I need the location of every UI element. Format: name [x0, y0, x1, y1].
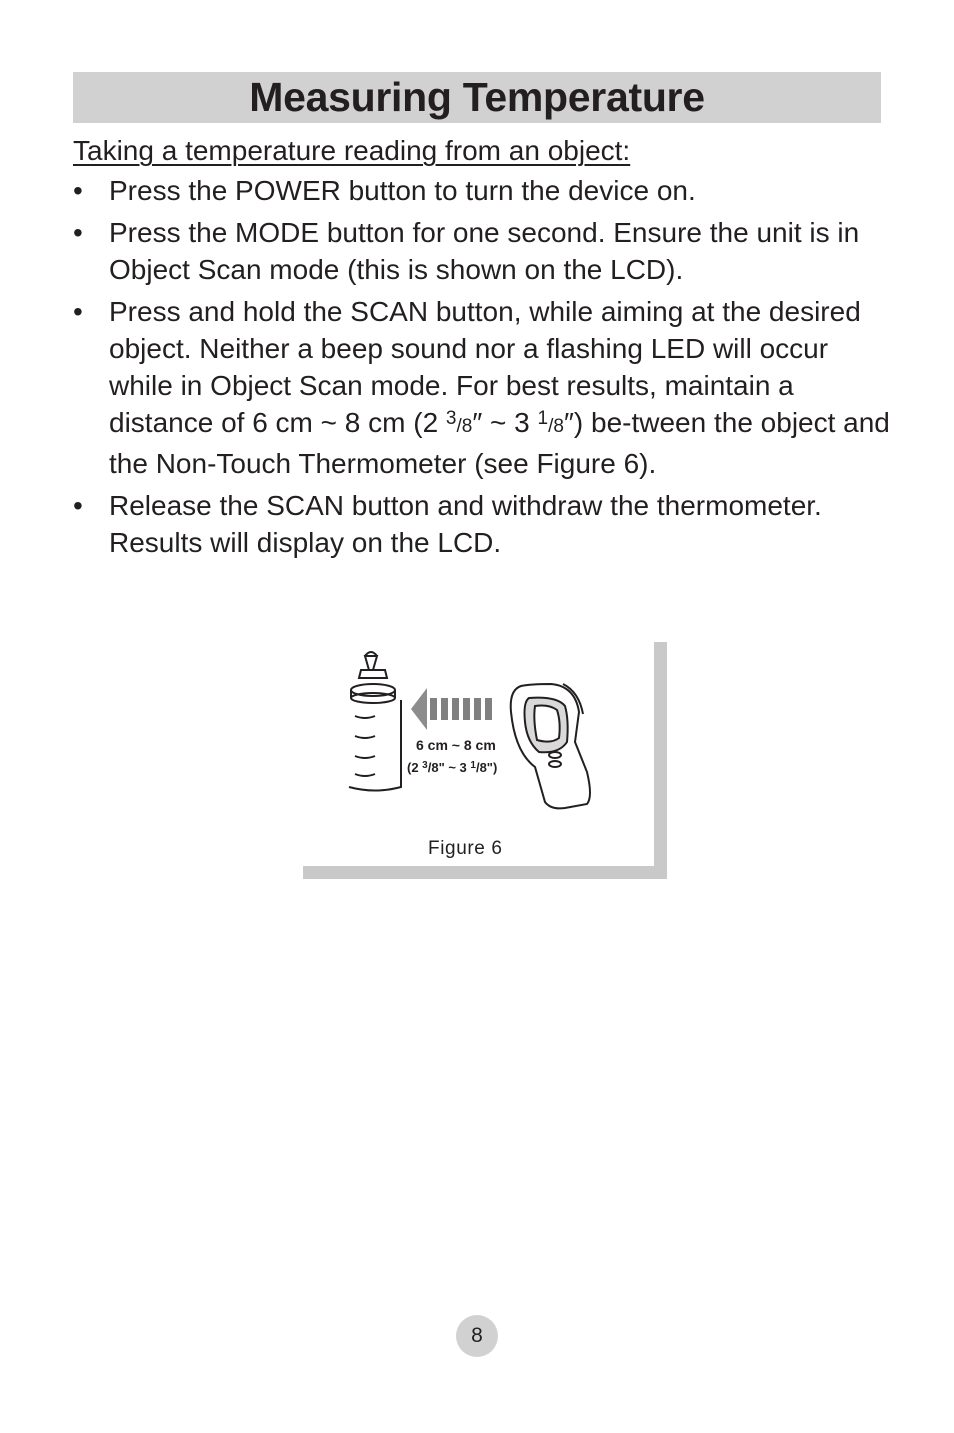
- distance-inch-suffix: /8"): [475, 760, 498, 775]
- distance-inch-prefix: (2: [407, 760, 423, 775]
- list-item: [73, 487, 893, 561]
- figure-6: [303, 642, 667, 879]
- fraction-numerator: 1: [470, 760, 476, 771]
- figure-frame-right: [654, 642, 667, 879]
- step-text-start: Press and hold the SCAN button, while aiming at the desired object. Neither a beep sound nor a flashing LED will occur while in Object Scan mode. For best results, maintain a distance of 6 cm ~ 8 cm (2: [109, 296, 861, 438]
- fraction-numerator: 3: [445, 408, 457, 429]
- step-text: Press the POWER button to turn the device on.: [109, 175, 696, 206]
- distance-cm-label: 6 cm ~ 8 cm: [416, 737, 496, 753]
- distance-inch-label: [407, 760, 497, 775]
- fraction-denominator: /8: [548, 416, 564, 437]
- step-text-mid: ″ ~ 3: [472, 407, 538, 438]
- distance-inch-mid: /8" ~ 3: [427, 760, 471, 775]
- page-title: Measuring Temperature: [249, 74, 705, 120]
- fraction-1-8: [537, 408, 564, 437]
- fraction-numerator: 3: [422, 760, 428, 771]
- figure-frame-bottom: [303, 866, 667, 879]
- step-text: Press the MODE button for one second. Ensure the unit is in Object Scan mode (this is shown on the LCD).: [109, 217, 860, 285]
- fraction-numerator: 1: [537, 408, 549, 429]
- page-number-badge: 8: [456, 1315, 498, 1357]
- thermometer-icon: [511, 684, 590, 808]
- step-text-end: ″) be-tween the object and the Non-Touch Thermometer (see Figure 6).: [109, 407, 890, 479]
- steps-list: [73, 172, 893, 566]
- arrow-left-icon: [411, 688, 492, 730]
- section-title-bar: [73, 72, 881, 123]
- fraction-denominator: /8: [456, 416, 473, 437]
- instructions-subheading: Taking a temperature reading from an object:: [73, 135, 631, 166]
- list-item: [73, 172, 893, 209]
- bullet: •: [73, 217, 83, 248]
- list-item: [73, 214, 893, 288]
- bullet: •: [73, 296, 83, 327]
- bullet: •: [73, 490, 83, 521]
- fraction-3-8: [445, 408, 473, 437]
- bullet: •: [73, 175, 83, 206]
- list-item: [73, 293, 893, 482]
- figure-caption: Figure 6: [428, 838, 503, 859]
- step-text: Release the SCAN button and withdraw the thermometer. Results will display on the LCD.: [109, 490, 822, 558]
- baby-bottle-icon: [349, 652, 401, 791]
